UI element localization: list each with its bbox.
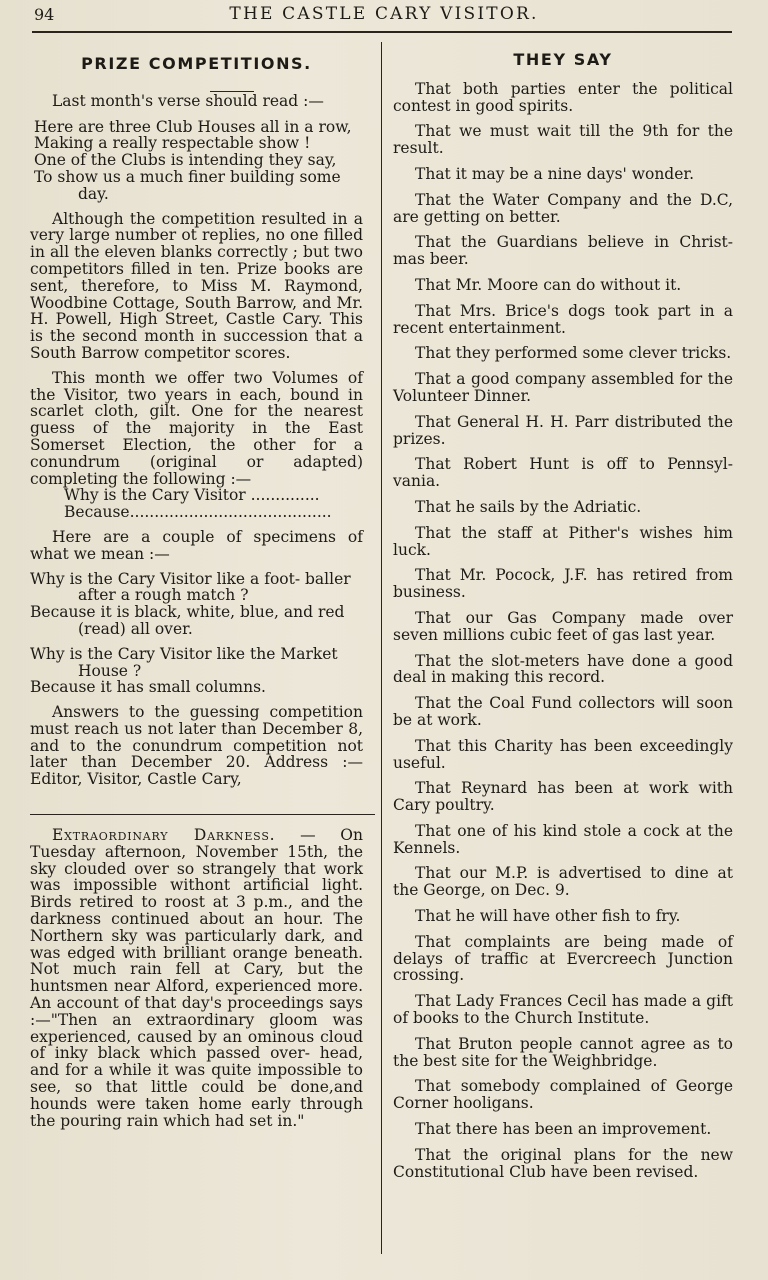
right-column bbox=[393, 42, 733, 1189]
question-1: Why is the Cary Visitor like a foot- baller after a rough match ? bbox=[30, 569, 351, 605]
verse-line: Here are three Club Houses all in a row, bbox=[34, 117, 352, 136]
verse-line: Making a really respectable show ! bbox=[34, 134, 311, 153]
answer-1: Because it is black, white, blue, and red (read) all over. bbox=[30, 603, 345, 638]
conundrum-because: Because......................................... bbox=[64, 503, 332, 522]
they-say-item: That Lady Frances Cecil has made a gift of books to the Church Institute. bbox=[393, 992, 733, 1028]
they-say-item: That Reynard has been at work with Cary poultry. bbox=[393, 779, 733, 815]
they-say-item: That we must wait till the 9th for the result. bbox=[393, 122, 733, 158]
they-say-item: That a good company assembled for the Volunteer Dinner. bbox=[393, 370, 733, 405]
they-say-item: That this Charity has been exceedingly useful. bbox=[393, 736, 733, 772]
darkness-title: Extraordinary Darkness. bbox=[52, 826, 276, 845]
page-header bbox=[0, 0, 768, 30]
they-say-item: That both parties enter the political contest in good spirits. bbox=[393, 79, 733, 115]
they-say-item: That it may be a nine days' wonder. bbox=[415, 164, 695, 183]
they-say-item: That they performed some clever tricks. bbox=[415, 344, 732, 363]
darkness-article bbox=[30, 827, 363, 1129]
they-say-item: That General H. H. Parr distributed the prizes. bbox=[393, 412, 733, 448]
they-say-item: That Mr. Pocock, J.F. has retired from business. bbox=[393, 566, 733, 602]
section-divider bbox=[30, 814, 375, 815]
short-rule bbox=[210, 91, 254, 92]
they-say-item: That the Coal Fund collectors will soon be at work. bbox=[393, 694, 733, 729]
question-2: Why is the Cary Visitor like the Market House ? bbox=[30, 644, 338, 680]
page-number: 94 bbox=[34, 5, 55, 24]
they-say-item: That the Water Company and the D.C, are getting on better. bbox=[393, 190, 733, 226]
they-say-item: That Mr. Moore can do without it. bbox=[415, 275, 682, 294]
they-say-item: That somebody complained of George Corner hooligans. bbox=[393, 1077, 733, 1113]
verse-line: day. bbox=[78, 184, 109, 203]
they-say-item: That our Gas Company made over seven millions cubic feet of gas last year. bbox=[393, 608, 733, 644]
they-say-heading: THEY SAY bbox=[513, 50, 613, 69]
they-say-item: That Robert Hunt is off to Pennsyl- vania. bbox=[393, 455, 733, 491]
they-say-item: That he will have other fish to fry. bbox=[415, 907, 681, 926]
conundrum-prompt: Why is the Cary Visitor .............. bbox=[64, 486, 320, 505]
they-say-item: That there has been an improvement. bbox=[415, 1120, 712, 1139]
header-rule bbox=[32, 31, 732, 33]
they-say-item: That the Guardians believe in Christ- mas beer. bbox=[393, 233, 733, 269]
answer-2: Because it has small columns. bbox=[30, 678, 266, 697]
verse-intro: Last month's verse should read :— bbox=[52, 91, 324, 110]
results-paragraph: Although the competition resulted in a very large number ot replies, no one filled in all the eleven blanks correctly ; but two competitors filled in ten. Prize books are sent, therefore, to Miss M. Raymond, Woodbine Cottage, South Barrow, and Mr. H. Powell, High Street, Castle Cary. This is the second month in succession that a South Barrow competitor scores. bbox=[30, 209, 363, 362]
they-say-item: That Bruton people cannot agree as to the best site for the Weighbridge. bbox=[393, 1034, 733, 1070]
verse-line: To show us a much finer building some bbox=[34, 167, 341, 186]
prize-competitions-heading: PRIZE COMPETITIONS. bbox=[81, 54, 312, 73]
verse-line: One of the Clubs is intending they say, bbox=[34, 151, 337, 170]
offer-paragraph: This month we offer two Volumes of the Visitor, two years in each, bound in scarlet cloth, gilt. One for the nearest guess of the majority in the East Somerset Election, the other for a conundrum (original or adapted) completing the following :— bbox=[30, 368, 363, 488]
they-say-item: That our M.P. is advertised to dine at the George, on Dec. 9. bbox=[393, 864, 733, 900]
darkness-text: — On Tuesday afternoon, November 15th, the sky clouded over so strangely that work was impossible withont artificial light. Birds retired to roost at 3 p.m., and the darkness continued about an hour. The Northern sky was particularly dark, and was edged with brilliant orange beneath. Not much rain fell at Cary, but the huntsmen near Alford, experienced more. An account of that day's proceedings says :—"Then an extraordinary gloom was experienced, caused by an ominous cloud of inky black which passed over- head, and for a while it was quite impossible to see, so that little could be done,and hounds were taken home early through the pouring rain which had set in." bbox=[30, 826, 363, 1130]
they-say-item: That the staff at Pither's wishes him luck. bbox=[393, 523, 733, 559]
they-say-item: That one of his kind stole a cock at the Kennels. bbox=[393, 821, 733, 857]
they-say-item: That complaints are being made of delays of traffic at Evercreech Junction crossing. bbox=[393, 932, 733, 985]
column-separator bbox=[381, 42, 382, 1254]
deadline-paragraph: Answers to the guessing competition must reach us not later than December 8, and to the conundrum competition not later than December 20. Address :— Editor, Visitor, Castle Cary, bbox=[30, 703, 363, 789]
they-say-item: That Mrs. Brice's dogs took part in a recent entertainment. bbox=[393, 301, 733, 337]
specimens-intro: Here are a couple of specimens of what we mean :— bbox=[30, 527, 363, 563]
verse bbox=[30, 119, 363, 203]
left-column bbox=[30, 42, 363, 1129]
they-say-item: That the slot-meters have done a good deal in making this record. bbox=[393, 651, 733, 687]
they-say-item: That the original plans for the new Constitutional Club have been revised. bbox=[393, 1145, 733, 1181]
running-title: THE CASTLE CARY VISITOR. bbox=[229, 4, 539, 24]
they-say-item: That he sails by the Adriatic. bbox=[415, 497, 642, 516]
